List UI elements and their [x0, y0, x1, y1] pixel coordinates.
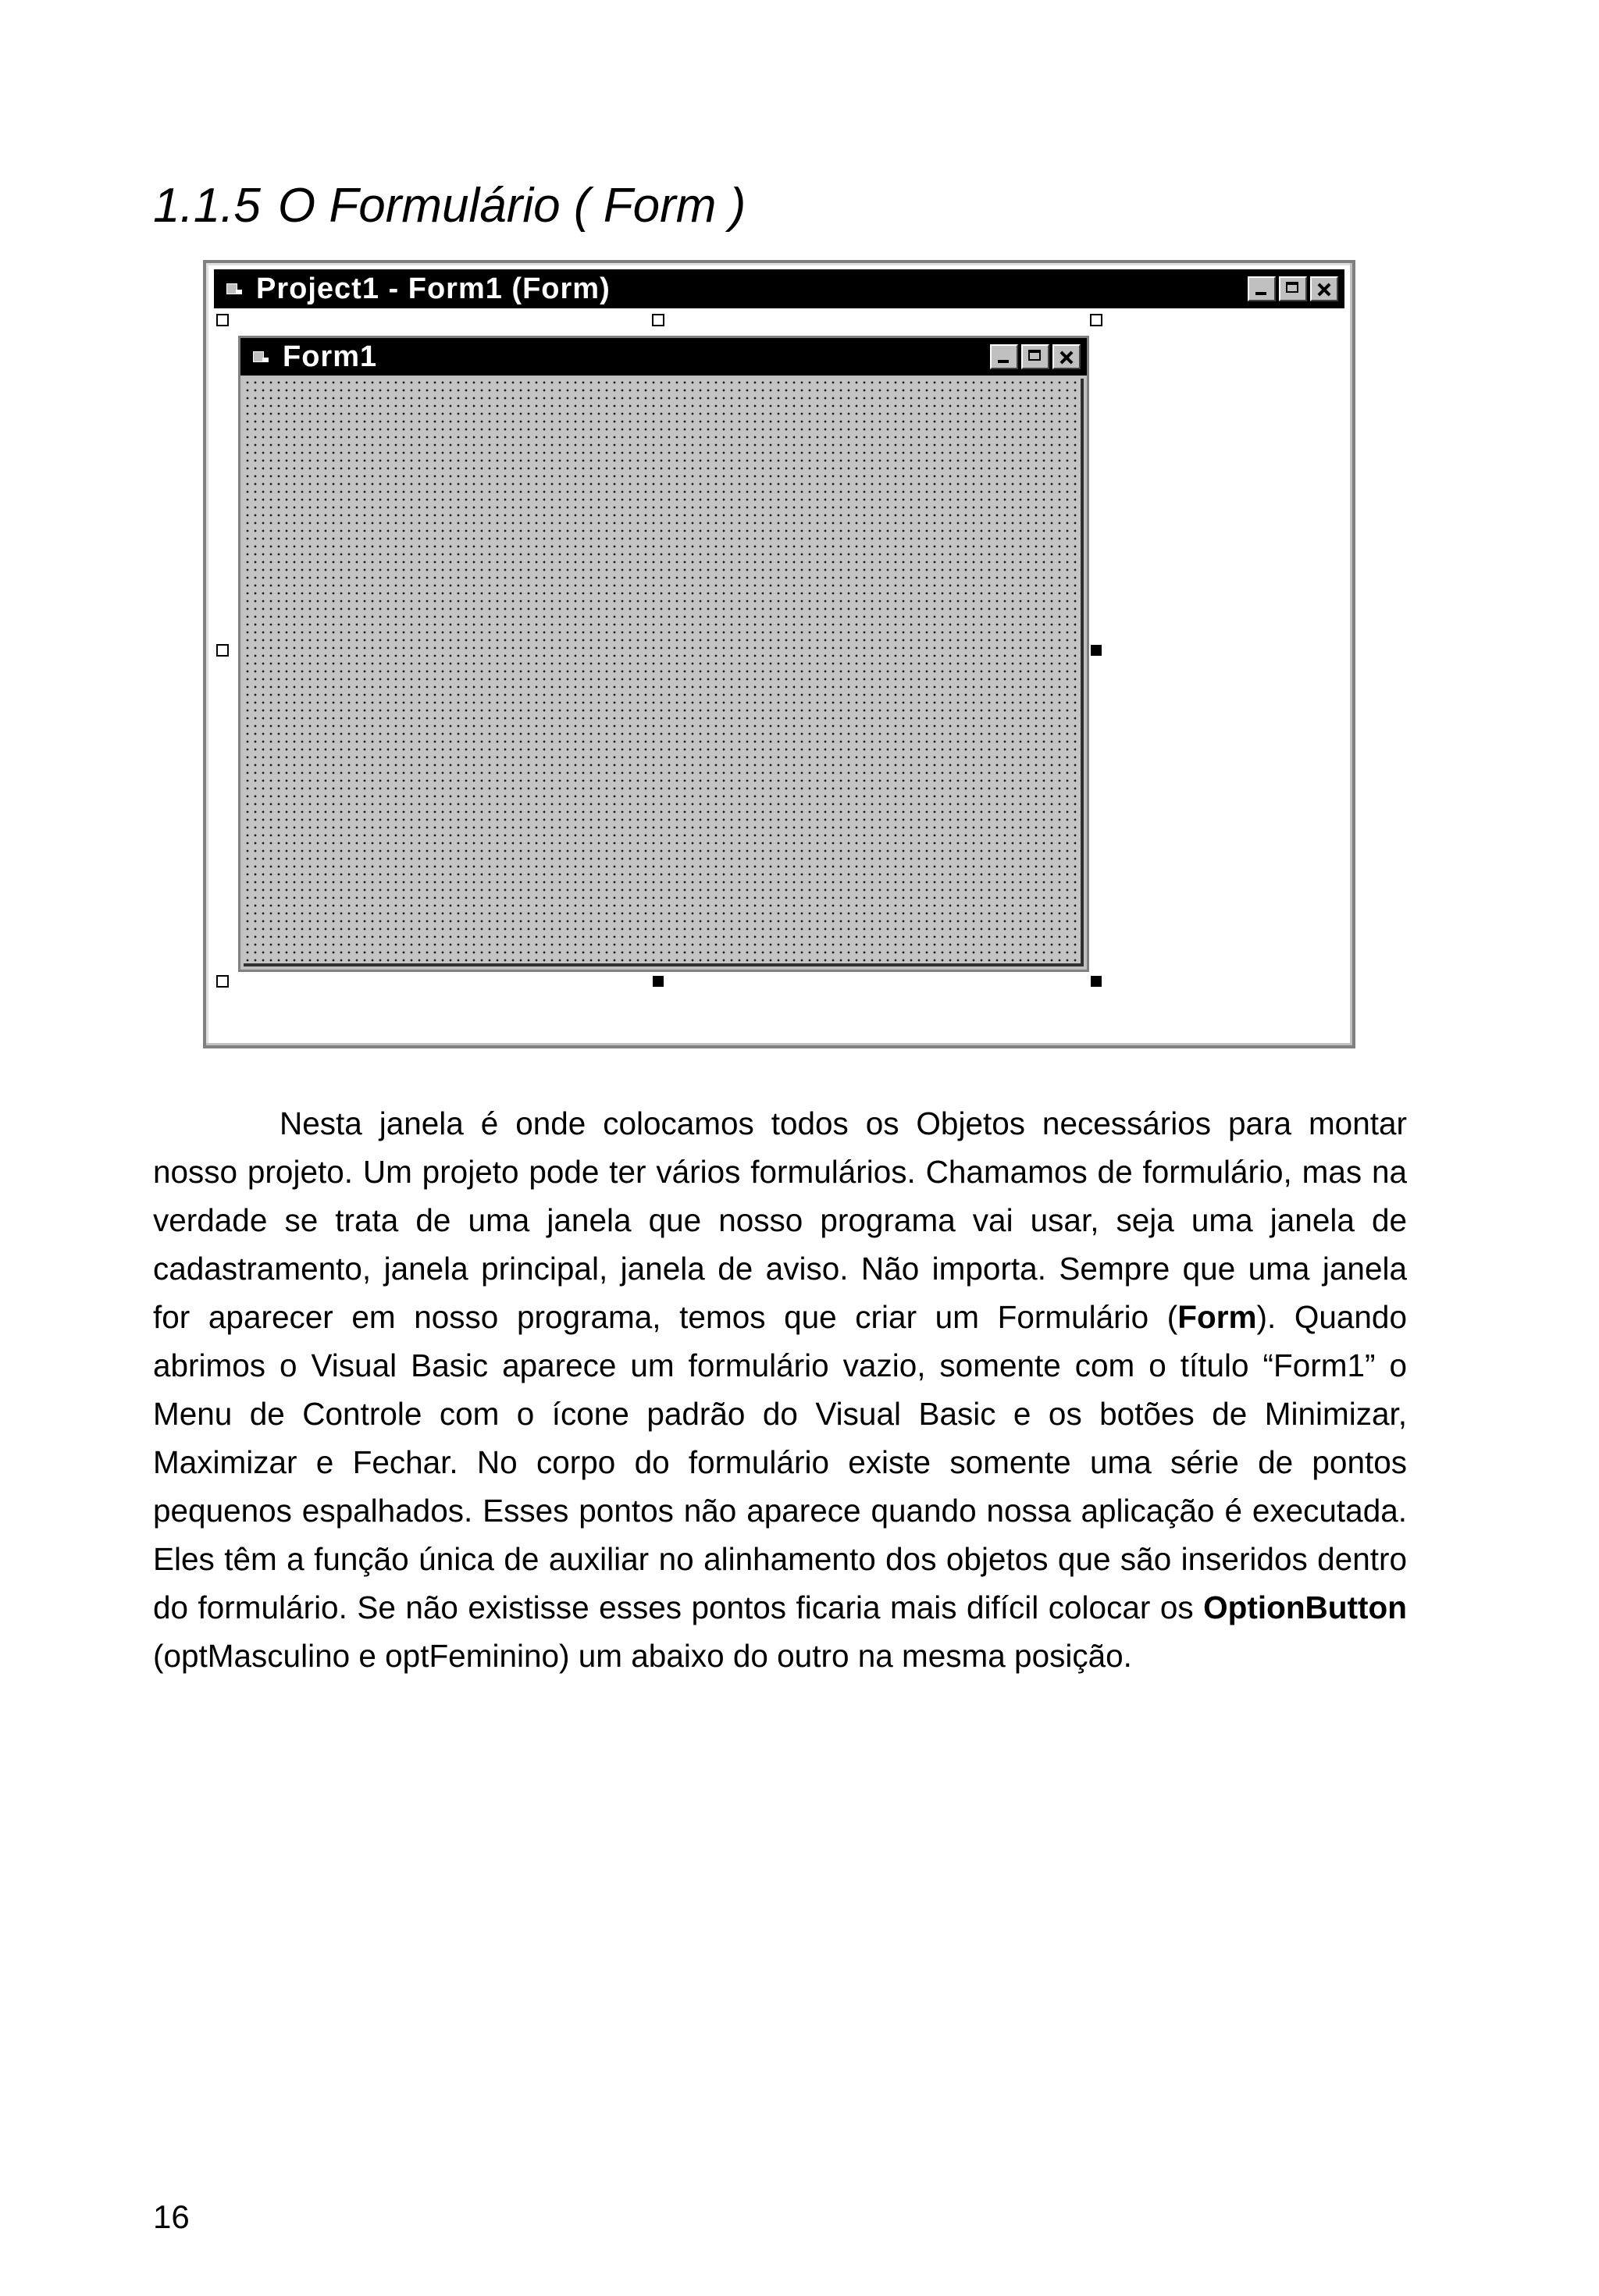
resize-handle-bottom-right[interactable]: [1091, 976, 1102, 987]
paragraph-text-3: (optMasculino e optFeminino) um abaixo do outro na mesma posição.: [153, 1638, 1132, 1674]
section-number: 1.1.5: [153, 179, 261, 233]
resize-handle-top-left: [216, 314, 229, 326]
resize-handle-top-center: [652, 314, 664, 326]
maximize-icon[interactable]: [1279, 276, 1307, 301]
form-grid-body[interactable]: [244, 379, 1084, 966]
resize-handle-middle-right[interactable]: [1091, 645, 1102, 656]
section-title: O Formulário ( Form ): [277, 179, 746, 233]
resize-handle-top-right: [1090, 314, 1102, 326]
body-paragraph: [153, 1099, 1407, 1680]
maximize-icon[interactable]: [1021, 344, 1049, 369]
project-window-controls: [1248, 276, 1338, 301]
page-number: 16: [153, 2198, 190, 2235]
paragraph-text-1: Nesta janela é onde colocamos todos os Objetos necessários para montar nosso projeto. Um projeto pode ter vários formulários. Chamamos de formulário, mas na verdade se trata de uma janela que nosso programa vai usar, seja uma janela de cadastramento, janela principal, janela de aviso. Não importa. Sempre que uma janela for aparecer em nosso programa, temos que criar um Formulário (: [153, 1105, 1407, 1335]
paragraph-bold-optionbutton: OptionButton: [1203, 1589, 1407, 1625]
form-window-titlebar[interactable]: [240, 338, 1087, 376]
resize-handle-bottom-center[interactable]: [653, 976, 664, 987]
paragraph-bold-form: Form: [1177, 1299, 1257, 1335]
vb-app-icon[interactable]: [225, 280, 245, 297]
section-heading: [153, 178, 746, 233]
form-window[interactable]: [238, 336, 1089, 972]
minimize-icon[interactable]: [990, 344, 1018, 369]
form-window-title: Form1: [283, 340, 378, 373]
close-icon[interactable]: [1052, 344, 1081, 369]
project-window-titlebar[interactable]: [214, 269, 1344, 308]
resize-handle-middle-left: [216, 644, 229, 657]
resize-handle-bottom-left: [216, 975, 229, 988]
paragraph: [153, 1099, 1407, 1680]
project-window-title: Project1 - Form1 (Form): [256, 272, 611, 305]
vb-app-icon[interactable]: [251, 348, 272, 365]
minimize-icon[interactable]: [1248, 276, 1276, 301]
paragraph-text-2: ). Quando abrimos o Visual Basic aparece um formulário vazio, somente com o título “Form1” o Menu de Controle com o ícone padrão do Visual Basic e os botões de Minimizar, Maximizar e Fechar. No corpo do formulário existe somente uma série de pontos pequenos espalhados. Esses pontos não aparece quando nossa aplicação é executada. Eles têm a função única de auxiliar no alinhamento dos objetos que são inseridos dentro do formulário. Se não existisse esses pontos ficaria mais difícil colocar os: [153, 1299, 1407, 1625]
form-window-controls: [990, 344, 1081, 369]
close-icon[interactable]: [1310, 276, 1338, 301]
